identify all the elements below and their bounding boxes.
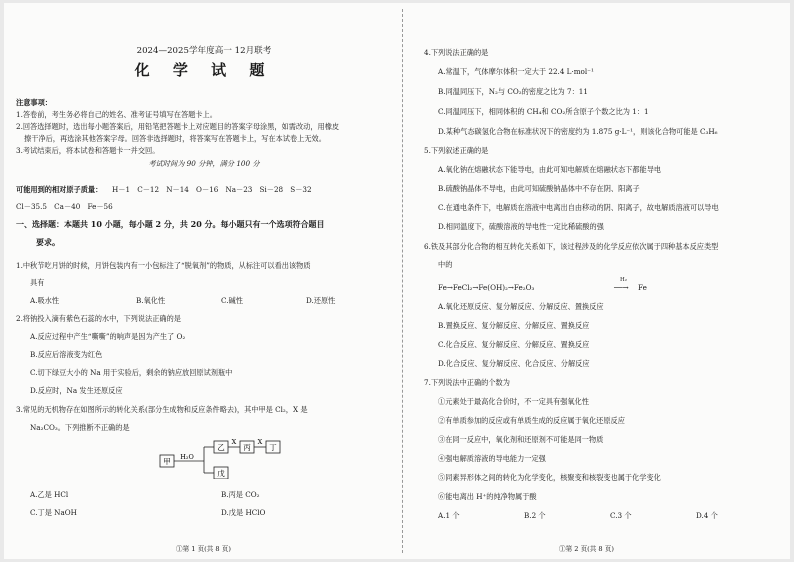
- statement-item: ②有单质参加的反应或有单质生成的反应属于氧化还原反应: [438, 416, 625, 425]
- notice-line: 擦干净后，再选涂其他答案字母。回答非选择题时，将答案写在答题卡上，写在本试卷上无效。: [24, 134, 326, 143]
- page-footer: ①第 2 页(共 8 页): [559, 545, 614, 553]
- notice-title: 注意事项：: [16, 98, 52, 107]
- option-c: C.在通电条件下，电解质在溶液中电离出自由移动的阴、阳离子，故电解质溶液可以导电: [438, 203, 719, 212]
- question-2: 2.将钠投入滴有紫色石蕊的水中，下列说法正确的是: [16, 314, 181, 323]
- section-heading-cont: 要求。: [36, 237, 60, 247]
- option-b: B.丙是 CO₂: [221, 490, 260, 499]
- statement-item: ⑥能电离出 H⁺的纯净物属于酸: [438, 492, 537, 501]
- right-page: [424, 3, 786, 559]
- label-yi: 乙: [217, 443, 225, 452]
- option-c: C.3 个: [610, 511, 632, 520]
- question-5: 5.下列叙述正确的是: [424, 146, 489, 155]
- statement-item: ④强电解质溶液的导电能力一定强: [438, 454, 546, 463]
- option-d: D.某种气态碳氢化合物在标准状况下的密度约为 1.875 g·L⁻¹，则该化合物可能是 C₃H₆: [438, 127, 718, 136]
- notice-line: 2.回答选择题时，选出每小题答案后，用铅笔把答题卡上对应题目的答案字母涂黑，如需改动，用橡皮: [16, 122, 340, 131]
- option-c: C.切下绿豆大小的 Na 用于实验后，剩余的钠应放回原试剂瓶中: [30, 368, 233, 377]
- chain-formula: Fe→FeCl₂→Fe(OH)₂→Fe₂O₃: [438, 283, 535, 292]
- option-a: A.氧化钠在熔融状态下能导电，由此可知电解质在熔融状态下都能导电: [438, 165, 662, 174]
- label-x2: X: [257, 438, 263, 446]
- question-4: 4.下列说法正确的是: [424, 48, 489, 57]
- chain-end: Fe: [638, 283, 647, 292]
- label-bing: 丙: [243, 443, 251, 452]
- atomic-mass-values-2: Cl－35.5 Ca－40 Fe－56: [16, 202, 113, 211]
- option-b: B.反应后溶液变为红色: [30, 350, 103, 359]
- section-heading: 一、选择题：本题共 10 小题，每小题 2 分，共 20 分。每小题只有一个选项符合题目: [16, 219, 325, 229]
- option-d: D.相同温度下，硫酸溶液的导电性一定比稀硫酸的强: [438, 222, 604, 231]
- question-1-cont: 具有: [30, 278, 45, 287]
- option-a: A.乙是 HCl: [30, 490, 69, 499]
- question-6: 6.铁及其部分化合物的相互转化关系如下，该过程涉及的化学反应依次属于四种基本反应类型: [424, 242, 719, 251]
- conversion-diagram: [146, 437, 286, 479]
- option-c: C.丁是 NaOH: [30, 508, 77, 517]
- label-jia: 甲: [163, 457, 171, 466]
- exam-time-line: 考试时间为 90 分钟，满分 100 分: [148, 159, 260, 168]
- option-b: B.同温同压下，N₂与 CO₂的密度之比为 7：11: [438, 87, 588, 96]
- option-a: A.1 个: [438, 511, 460, 520]
- statement-item: ③在同一反应中，氧化剂和还原剂不可能是同一物质: [438, 435, 604, 444]
- question-6-cont: 中的: [438, 260, 453, 269]
- chain-condition: H₂: [620, 277, 628, 283]
- option-d: D.还原性: [306, 296, 336, 305]
- exam-sheet: [4, 3, 790, 559]
- question-3: 3.常见的无机物存在如图所示的转化关系(部分生成物和反应条件略去)，其中甲是 Cl₂，X 是: [16, 405, 308, 414]
- option-d: D.4 个: [696, 511, 718, 520]
- question-3-cont: Na₂CO₃。下列推断不正确的是: [30, 423, 130, 432]
- left-page: [16, 3, 392, 559]
- label-ding: 丁: [269, 443, 277, 452]
- question-7: 7.下列说法中正确的个数为: [424, 378, 510, 387]
- chain-arrow: ──→: [614, 283, 629, 292]
- option-b: B.2 个: [524, 511, 546, 520]
- option-d: D.戊是 HClO: [221, 508, 266, 517]
- notice-line: 3.考试结束后，将本试卷和答题卡一并交回。: [16, 146, 160, 155]
- option-a: A.吸水性: [30, 296, 60, 305]
- exam-header: 2024—2025学年度高一 12月联考: [136, 46, 272, 56]
- exam-title: 化 学 试 题: [134, 61, 274, 79]
- page-divider: [402, 9, 403, 553]
- option-a: A.反应过程中产生“嘶嘶”的响声是因为产生了 O₂: [30, 332, 186, 341]
- statement-item: ①元素处于最高化合价时，不一定具有强氧化性: [438, 397, 589, 406]
- statement-item: ⑤同素异形体之间的转化为化学变化，核聚变和核裂变也属于化学变化: [438, 473, 661, 482]
- option-b: B.氧化性: [136, 296, 166, 305]
- option-a: A.氧化还原反应、复分解反应、分解反应、置换反应: [438, 302, 604, 311]
- question-1: 1.中秋节吃月饼的时候，月饼包装内有一小包标注了“脱氧剂”的物质，从标注可以看出该物质: [16, 261, 311, 270]
- atomic-mass-values: H－1 C－12 N－14 O－16 Na－23 Si－28 S－32: [112, 185, 312, 194]
- label-water: H₂O: [180, 453, 194, 461]
- notice-line: 1.答卷前，考生务必将自己的姓名、准考证号填写在答题卡上。: [16, 110, 217, 119]
- option-d: D.反应时，Na 发生还原反应: [30, 386, 123, 395]
- page-footer: ①第 1 页(共 8 页): [176, 545, 231, 553]
- option-d: D.化合反应、复分解反应、化合反应、分解反应: [438, 359, 590, 368]
- option-c: C.同温同压下，相同体积的 CH₄和 CO₂所含原子个数之比为 1：1: [438, 107, 649, 116]
- option-c: C.化合反应、复分解反应、分解反应、置换反应: [438, 340, 590, 349]
- option-b: B.硫酸钠晶体不导电，由此可知硫酸钠晶体中不存在阴、阳离子: [438, 184, 640, 193]
- option-b: B.置换反应、复分解反应、分解反应、置换反应: [438, 321, 590, 330]
- atomic-mass-title: 可能用到的相对原子质量：: [16, 185, 103, 194]
- option-c: C.碱性: [221, 296, 243, 305]
- label-wu: 戊: [217, 469, 225, 478]
- label-x1: X: [231, 438, 237, 446]
- option-a: A.常温下，气体摩尔体积一定大于 22.4 L·mol⁻¹: [438, 67, 594, 76]
